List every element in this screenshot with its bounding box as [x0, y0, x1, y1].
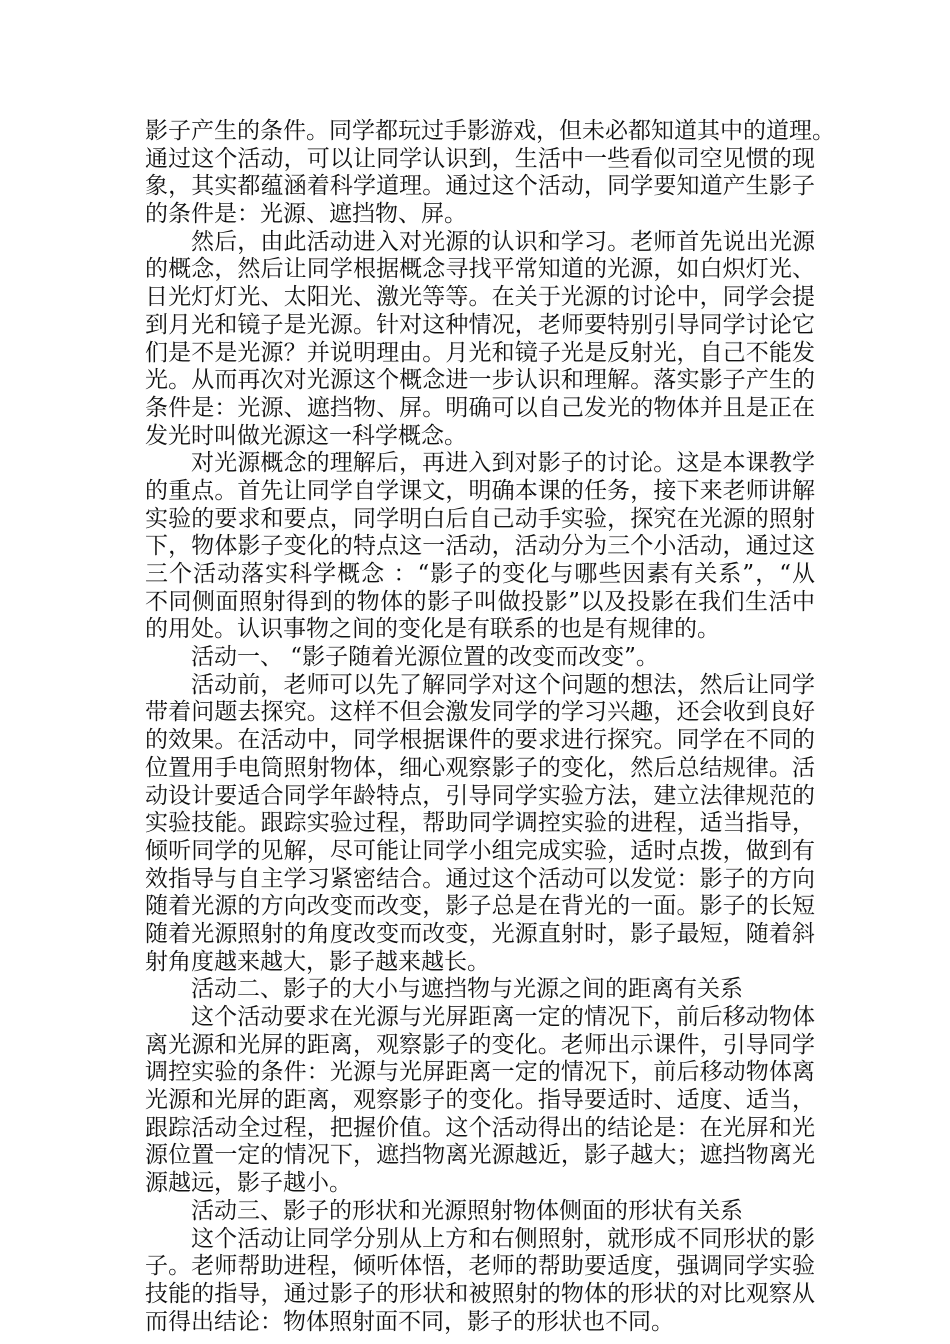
text-line: 调控实验的条件：光源与光屏距离一定的情况下，前后移动物体离 [145, 1059, 815, 1086]
text-line: 而得出结论：物体照射面不同，影子的形状也不同。 [145, 1308, 674, 1335]
text-line: 离光源和光屏的距离，观察影子的变化。老师出示课件，引导同学 [145, 1031, 815, 1058]
text-line: 的重点。首先让同学自学课文，明确本课的任务，接下来老师讲解 [145, 477, 815, 504]
text-line: 的效果。在活动中，同学根据课件的要求进行探究。同学在不同的 [145, 727, 815, 754]
text-line: 随着光源的方向改变而改变，影子总是在背光的一面。影子的长短 [145, 893, 815, 920]
text-line: 这个活动让同学分别从上方和右侧照射，就形成不同形状的影 [191, 1225, 815, 1252]
text-line: 发光时叫做光源这一科学概念。 [145, 422, 467, 449]
text-line: 实验的要求和要点，同学明白后自己动手实验，探究在光源的照射 [145, 505, 815, 532]
text-line: 条件是：光源、遮挡物、屏。明确可以自己发光的物体并且是正在 [145, 394, 815, 421]
text-line: 实验技能。跟踪实验过程，帮助同学调控实验的进程，适当指导， [145, 810, 815, 837]
text-line: 影子产生的条件。同学都玩过手影游戏，但未必都知道其中的道理。 [145, 118, 835, 144]
text-line: 子。老师帮助进程，倾听体悟，老师的帮助要适度，强调同学实验 [145, 1253, 815, 1280]
text-line: 的用处。认识事物之间的变化是有联系的也是有规律的。 [145, 616, 720, 643]
text-line: 的概念，然后让同学根据概念寻找平常知道的光源，如白炽灯光、 [145, 256, 815, 283]
text-line: 动设计要适合同学年龄特点，引导同学实验方法，建立法律规范的 [145, 782, 815, 809]
text-line: 光源和光屏的距离，观察影子的变化。指导要适时、适度、适当， [145, 1087, 815, 1114]
text-line: 源位置一定的情况下，遮挡物离光源越近，影子越大；遮挡物离光 [145, 1142, 815, 1169]
text-line: 随着光源照射的角度改变而改变，光源直射时，影子最短，随着斜 [145, 920, 815, 947]
text-line: 这个活动要求在光源与光屏距离一定的情况下，前后移动物体 [191, 1004, 815, 1030]
text-line: 位置用手电筒照射物体，细心观察影子的变化，然后总结规律。活 [145, 754, 815, 781]
text-line: 跟踪活动全过程，把握价值。这个活动得出的结论是：在光屏和光 [145, 1114, 815, 1141]
text-line: 到月光和镜子是光源。针对这种情况，老师要特别引导同学讨论它 [145, 311, 815, 338]
text-line: 活动二、影子的大小与遮挡物与光源之间的距离有关系 [191, 976, 743, 1003]
document-body [145, 118, 835, 1336]
text-line: 然后，由此活动进入对光源的认识和学习。老师首先说出光源 [191, 228, 815, 255]
text-line: 倾听同学的见解，尽可能让同学小组完成实验，适时点拨，做到有 [145, 837, 815, 864]
text-line: 光。从而再次对光源这个概念进一步认识和理解。落实影子产生的 [145, 367, 815, 394]
text-line: 源越远，影子越小。 [145, 1170, 352, 1197]
text-line: 带着问题去探究。这样不但会激发同学的学习兴趣，还会收到良好 [145, 699, 815, 726]
text-line: 们是不是光源？并说明理由。月光和镜子光是反射光，自己不能发 [145, 339, 815, 366]
text-line: 不同侧面照射得到的物体的影子叫做投影”以及投影在我们生活中 [145, 588, 815, 615]
text-line: 技能的指导，通过影子的形状和被照射的物体的形状的对比观察从 [145, 1280, 815, 1307]
text-line: 的条件是：光源、遮挡物、屏。 [145, 201, 467, 228]
text-line: 通过这个活动，可以让同学认识到，生活中一些看似司空见惯的现 [145, 145, 815, 172]
text-line: 效指导与自主学习紧密结合。通过这个活动可以发觉：影子的方向 [145, 865, 815, 892]
text-line: 活动一、 “影子随着光源位置的改变而改变”。 [191, 644, 659, 671]
text-line: 对光源概念的理解后，再进入到对影子的讨论。这是本课教学 [191, 450, 815, 477]
text-line: 活动前，老师可以先了解同学对这个问题的想法，然后让同学 [191, 671, 815, 698]
text-line: 活动三、影子的形状和光源照射物体侧面的形状有关系 [191, 1197, 743, 1224]
text-line: 下，物体影子变化的特点这一活动，活动分为三个小活动，通过这 [145, 533, 815, 560]
text-line: 日光灯灯光、太阳光、激光等等。在关于光源的讨论中，同学会提 [145, 284, 815, 311]
text-line: 象，其实都蕴涵着科学道理。通过这个活动，同学要知道产生影子 [145, 173, 815, 200]
text-line: 三个活动落实科学概念 ：“影子的变化与哪些因素有关系”，“从 [145, 561, 815, 587]
text-line: 射角度越来越大，影子越来越长。 [145, 948, 490, 975]
